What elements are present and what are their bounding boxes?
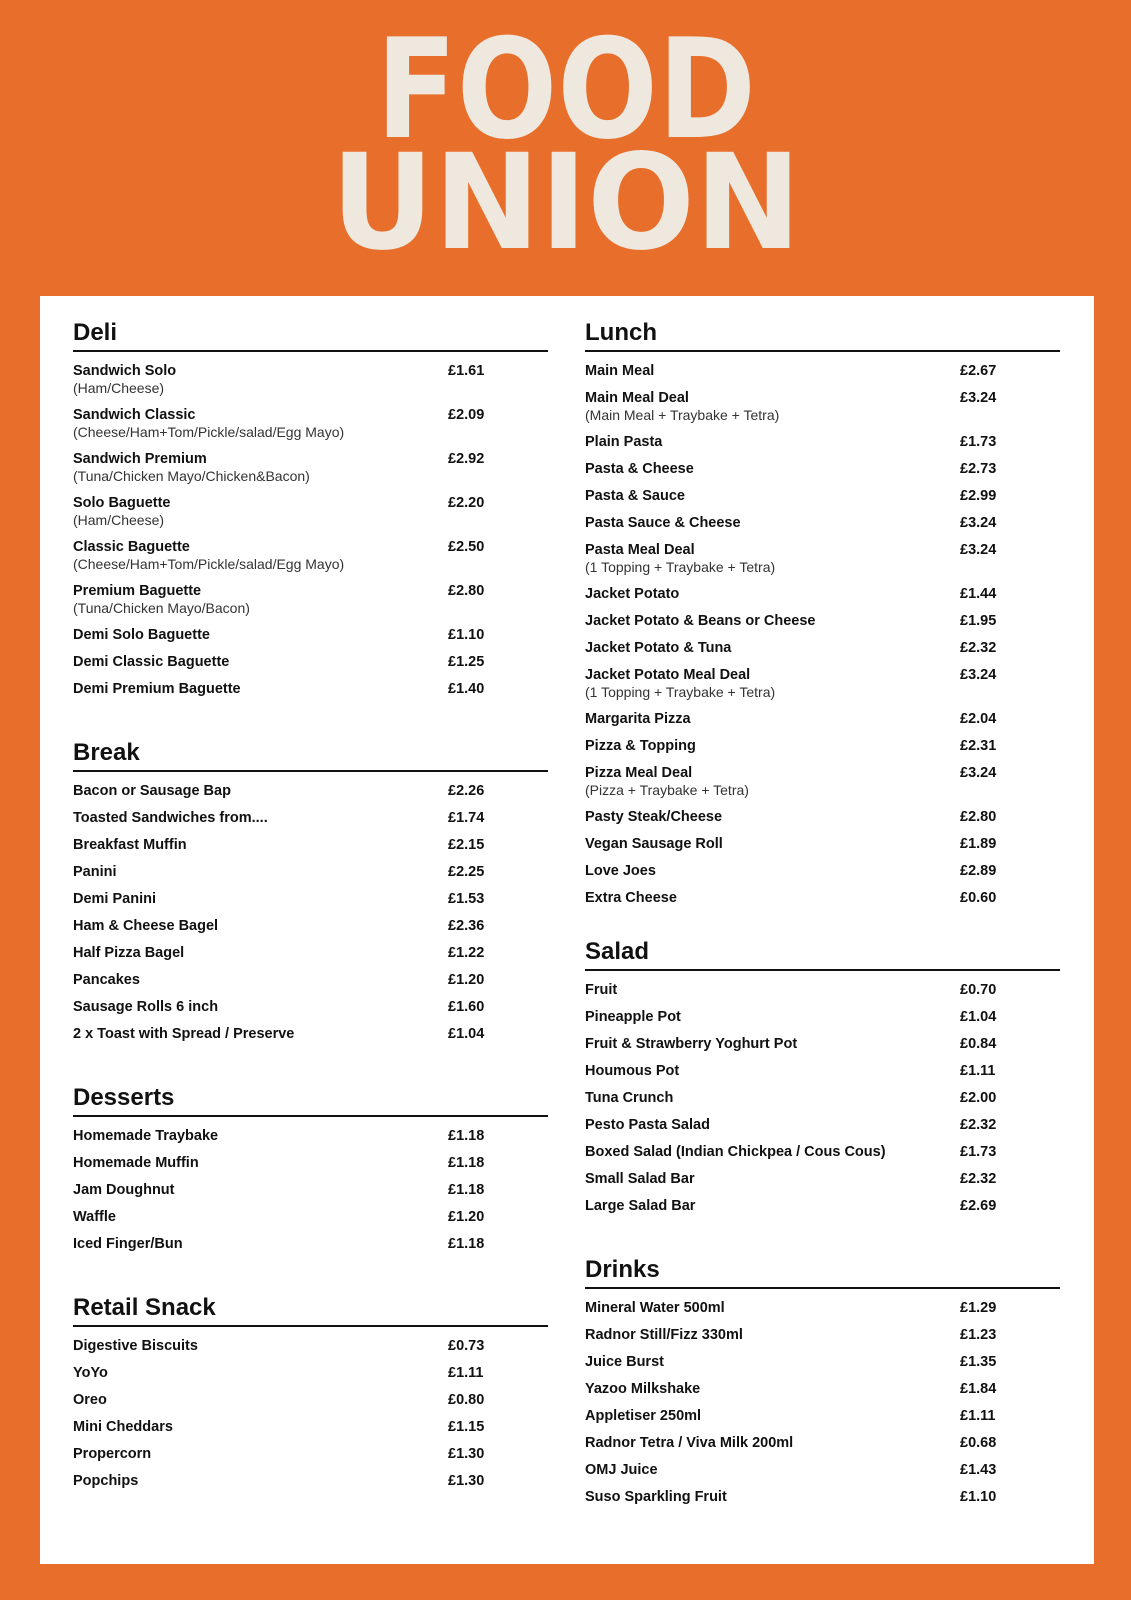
- menu-item: [585, 1299, 1060, 1317]
- menu-item-price: £2.32: [960, 1117, 997, 1133]
- menu-item-name: Solo Baguette: [73, 495, 171, 511]
- menu-item-name: Jacket Potato: [585, 586, 680, 602]
- menu-item-text: [73, 1208, 116, 1226]
- menu-item-text: [585, 612, 815, 630]
- menu-item-name: Demi Solo Baguette: [73, 627, 210, 643]
- menu-item-name: Ham & Cheese Bagel: [73, 918, 219, 934]
- menu-item-price: £2.15: [448, 837, 485, 853]
- section-title: Lunch: [585, 318, 1060, 352]
- menu-item-name: Suso Sparkling Fruit: [585, 1489, 727, 1505]
- menu-item-text: [585, 1116, 710, 1134]
- menu-item: [73, 362, 548, 397]
- menu-item-text: [73, 836, 187, 854]
- menu-item: [585, 666, 1060, 701]
- menu-item-price: £2.92: [448, 451, 485, 467]
- menu-item-name: Pasta Sauce & Cheese: [585, 515, 741, 531]
- menu-item-description: (1 Topping + Traybake + Tetra): [585, 684, 776, 700]
- menu-item-price: £2.80: [960, 809, 997, 825]
- menu-item: [585, 1488, 1060, 1506]
- menu-item-price: £1.11: [960, 1063, 996, 1079]
- menu-item-name: Vegan Sausage Roll: [585, 836, 723, 852]
- menu-item: [585, 981, 1060, 999]
- menu-item-price: £1.11: [448, 1365, 484, 1381]
- menu-item-text: [585, 835, 723, 853]
- menu-item-text: [73, 1181, 175, 1199]
- menu-item-price: £0.80: [448, 1392, 485, 1408]
- menu-item: [73, 1364, 548, 1382]
- section-title: Salad: [585, 937, 1060, 971]
- menu-item-description: (Ham/Cheese): [73, 512, 165, 528]
- menu-item-name: Premium Baguette: [73, 583, 202, 599]
- menu-item-text: [73, 917, 218, 935]
- menu-item-name: Popchips: [73, 1473, 139, 1489]
- menu-item-price: £1.44: [960, 586, 997, 602]
- menu-item-price: £1.95: [960, 613, 997, 629]
- menu-item-price: £1.10: [960, 1489, 997, 1505]
- menu-item-price: £3.24: [960, 765, 997, 781]
- menu-item: [585, 1326, 1060, 1344]
- menu-item-text: [585, 1035, 797, 1053]
- menu-item-text: [73, 890, 156, 908]
- menu-item: [585, 389, 1060, 424]
- menu-item-name: Classic Baguette: [73, 539, 190, 555]
- menu-item-name: Jacket Potato & Tuna: [585, 640, 732, 656]
- menu-item: [585, 362, 1060, 380]
- menu-item: [73, 998, 548, 1016]
- menu-item-price: £2.67: [960, 363, 997, 379]
- menu-item-description: (1 Topping + Traybake + Tetra): [585, 559, 776, 575]
- menu-item-price: £1.18: [448, 1155, 485, 1171]
- menu-item-price: £2.26: [448, 783, 485, 799]
- menu-item-text: [585, 666, 775, 701]
- menu-item-text: [585, 1008, 681, 1026]
- menu-item: [585, 764, 1060, 799]
- section-title: Deli: [73, 318, 548, 352]
- menu-item-name: OMJ Juice: [585, 1462, 658, 1478]
- menu-item-price: £2.50: [448, 539, 485, 555]
- menu-item: [585, 1353, 1060, 1371]
- menu-item-price: £3.24: [960, 390, 997, 406]
- menu-item-name: Sandwich Solo: [73, 363, 177, 379]
- menu-item-text: [73, 1472, 138, 1490]
- menu-item-name: Main Meal Deal: [585, 390, 689, 406]
- menu-item-name: Digestive Biscuits: [73, 1338, 198, 1354]
- menu-item-text: [585, 389, 779, 424]
- menu-item-text: [585, 1380, 700, 1398]
- menu-item-name: Jacket Potato Meal Deal: [585, 667, 751, 683]
- menu-item-name: Fruit & Strawberry Yoghurt Pot: [585, 1036, 798, 1052]
- menu-item-name: Extra Cheese: [585, 890, 677, 906]
- menu-item-name: Oreo: [73, 1392, 107, 1408]
- menu-item-name: Pizza & Topping: [585, 738, 696, 754]
- menu-item-name: Sandwich Classic: [73, 407, 196, 423]
- menu-section-deli: [73, 318, 548, 698]
- menu-item-text: [585, 862, 656, 880]
- section-title: Drinks: [585, 1255, 1060, 1289]
- menu-item-name: Pancakes: [73, 972, 140, 988]
- menu-item-name: Juice Burst: [585, 1354, 664, 1370]
- menu-item-text: [73, 362, 176, 397]
- menu-item-price: £1.22: [448, 945, 485, 961]
- menu-item: [73, 863, 548, 881]
- menu-item: [73, 680, 548, 698]
- menu-section-break: [73, 738, 548, 1043]
- menu-item-price: £2.89: [960, 863, 997, 879]
- menu-item-description: (Cheese/Ham+Tom/Pickle/salad/Egg Mayo): [73, 424, 345, 440]
- menu-item-price: £1.74: [448, 810, 485, 826]
- menu-item-price: £0.68: [960, 1435, 997, 1451]
- menu-item: [73, 1391, 548, 1409]
- menu-item-name: Mineral Water 500ml: [585, 1300, 725, 1316]
- menu-item: [585, 433, 1060, 451]
- menu-item-text: [73, 626, 210, 644]
- menu-section-drinks: [585, 1255, 1060, 1506]
- menu-item: [585, 1089, 1060, 1107]
- menu-item-name: Pizza Meal Deal: [585, 765, 693, 781]
- menu-item: [585, 1170, 1060, 1188]
- menu-item-price: £3.24: [960, 667, 997, 683]
- menu-item: [73, 450, 548, 485]
- menu-item-price: £0.84: [960, 1036, 997, 1052]
- menu-item: [585, 1062, 1060, 1080]
- section-title: Break: [73, 738, 548, 772]
- menu-item-text: [73, 1235, 183, 1253]
- menu-item-name: Large Salad Bar: [585, 1198, 696, 1214]
- menu-item-price: £3.24: [960, 542, 997, 558]
- menu-item: [585, 737, 1060, 755]
- menu-item-text: [73, 944, 184, 962]
- menu-item: [585, 835, 1060, 853]
- menu-item-price: £2.00: [960, 1090, 997, 1106]
- menu-item-name: Love Joes: [585, 863, 656, 879]
- menu-item-text: [73, 1364, 108, 1382]
- logo-line-food: FOOD: [376, 9, 756, 170]
- section-title: Desserts: [73, 1083, 548, 1117]
- menu-item-text: [585, 1434, 793, 1452]
- menu-item: [73, 626, 548, 644]
- menu-item: [585, 1197, 1060, 1215]
- menu-item: [585, 541, 1060, 576]
- menu-item-price: £2.31: [960, 738, 997, 754]
- menu-item-name: Demi Premium Baguette: [73, 681, 241, 697]
- menu-section-retail-snack: [73, 1293, 548, 1490]
- menu-item-text: [73, 494, 170, 529]
- menu-item: [585, 585, 1060, 603]
- menu-item-price: £1.25: [448, 654, 485, 670]
- menu-item: [73, 494, 548, 529]
- menu-item-name: Homemade Traybake: [73, 1128, 219, 1144]
- menu-item: [73, 1208, 548, 1226]
- menu-item-price: £2.73: [960, 461, 997, 477]
- menu-item-price: £1.73: [960, 1144, 997, 1160]
- menu-item: [73, 1154, 548, 1172]
- menu-item-text: [585, 1062, 679, 1080]
- menu-item-name: Radnor Still/Fizz 330ml: [585, 1327, 743, 1343]
- menu-item: [585, 460, 1060, 478]
- brand-logo: [0, 0, 1131, 296]
- menu-item-text: [73, 782, 231, 800]
- menu-item: [585, 487, 1060, 505]
- menu-item-text: [585, 514, 741, 532]
- menu-column-right: [585, 318, 1060, 1515]
- logo-line-union: UNION: [331, 126, 801, 280]
- menu-item-name: Margarita Pizza: [585, 711, 691, 727]
- menu-item-text: [585, 764, 749, 799]
- menu-item-name: Toasted Sandwiches from....: [73, 810, 268, 826]
- menu-item-name: Panini: [73, 864, 117, 880]
- menu-item-name: Radnor Tetra / Viva Milk 200ml: [585, 1435, 794, 1451]
- menu-item-price: £1.18: [448, 1236, 485, 1252]
- menu-item-price: £1.10: [448, 627, 485, 643]
- menu-item-price: £1.15: [448, 1419, 485, 1435]
- menu-item-text: [73, 971, 140, 989]
- menu-item-name: Fruit: [585, 982, 618, 998]
- menu-item-price: £0.70: [960, 982, 997, 998]
- menu-item-name: Boxed Salad (Indian Chickpea / Cous Cous): [585, 1144, 886, 1160]
- menu-item-price: £1.73: [960, 434, 997, 450]
- menu-item-text: [585, 460, 694, 478]
- menu-item-text: [585, 541, 775, 576]
- menu-item-price: £1.53: [448, 891, 485, 907]
- menu-item-text: [73, 450, 310, 485]
- menu-item-name: Pasty Steak/Cheese: [585, 809, 723, 825]
- menu-item-price: £2.25: [448, 864, 485, 880]
- menu-item-text: [585, 639, 731, 657]
- menu-item-price: £1.18: [448, 1182, 485, 1198]
- menu-item-price: £1.11: [960, 1408, 996, 1424]
- menu-item-text: [73, 1391, 107, 1409]
- menu-item-text: [585, 1407, 701, 1425]
- menu-item-description: (Ham/Cheese): [73, 380, 165, 396]
- menu-item-price: £1.20: [448, 1209, 485, 1225]
- menu-item-price: £0.73: [448, 1338, 485, 1354]
- menu-item-name: Breakfast Muffin: [73, 837, 187, 853]
- menu-item-description: (Cheese/Ham+Tom/Pickle/salad/Egg Mayo): [73, 556, 345, 572]
- menu-item-price: £2.32: [960, 1171, 997, 1187]
- menu-item-text: [585, 362, 654, 380]
- menu-item-price: £1.84: [960, 1381, 997, 1397]
- menu-item-price: £1.30: [448, 1473, 485, 1489]
- menu-item: [585, 514, 1060, 532]
- menu-item-name: Pasta Meal Deal: [585, 542, 695, 558]
- menu-item: [73, 1418, 548, 1436]
- menu-item-name: Small Salad Bar: [585, 1171, 695, 1187]
- menu-item-description: (Tuna/Chicken Mayo/Bacon): [73, 600, 250, 616]
- menu-item-text: [585, 433, 662, 451]
- menu-item: [585, 1143, 1060, 1161]
- menu-item: [73, 1235, 548, 1253]
- menu-item-text: [585, 710, 691, 728]
- menu-item-name: Sandwich Premium: [73, 451, 207, 467]
- menu-item-text: [585, 1170, 695, 1188]
- menu-item: [73, 1127, 548, 1145]
- menu-item-name: Mini Cheddars: [73, 1419, 173, 1435]
- menu-item-price: £1.04: [960, 1009, 997, 1025]
- menu-item-price: £2.04: [960, 711, 997, 727]
- menu-item-price: £1.30: [448, 1446, 485, 1462]
- menu-item-text: [585, 1353, 664, 1371]
- menu-item-text: [73, 406, 344, 441]
- menu-item-price: £1.60: [448, 999, 485, 1015]
- menu-item-text: [585, 889, 677, 907]
- menu-item-price: £1.35: [960, 1354, 997, 1370]
- menu-item: [585, 710, 1060, 728]
- menu-item-text: [585, 1299, 725, 1317]
- section-title: Retail Snack: [73, 1293, 548, 1327]
- menu-item: [73, 1181, 548, 1199]
- menu-item-text: [73, 680, 241, 698]
- menu-item-name: 2 x Toast with Spread / Preserve: [73, 1026, 295, 1042]
- menu-item-name: Main Meal: [585, 363, 655, 379]
- menu-item: [585, 862, 1060, 880]
- menu-item: [73, 944, 548, 962]
- menu-item: [73, 782, 548, 800]
- menu-item-text: [585, 981, 617, 999]
- menu-item-text: [73, 1445, 151, 1463]
- menu-item-price: £1.23: [960, 1327, 997, 1343]
- menu-item-text: [585, 1143, 886, 1161]
- menu-item-text: [73, 863, 117, 881]
- menu-item-price: £0.60: [960, 890, 997, 906]
- menu-item-price: £2.20: [448, 495, 485, 511]
- menu-item: [585, 1380, 1060, 1398]
- menu-item-name: Half Pizza Bagel: [73, 945, 185, 961]
- menu-item-price: £1.40: [448, 681, 485, 697]
- menu-item-text: [73, 1154, 199, 1172]
- menu-item: [73, 1472, 548, 1490]
- menu-item-text: [73, 998, 218, 1016]
- menu-item-text: [585, 585, 679, 603]
- menu-item-text: [585, 1089, 673, 1107]
- menu-item-name: Houmous Pot: [585, 1063, 680, 1079]
- menu-item-name: Tuna Crunch: [585, 1090, 674, 1106]
- menu-panel: [40, 296, 1094, 1564]
- menu-item-price: £1.29: [960, 1300, 997, 1316]
- menu-item: [73, 1445, 548, 1463]
- menu-section-lunch: [585, 318, 1060, 907]
- menu-item-name: Jacket Potato & Beans or Cheese: [585, 613, 816, 629]
- menu-item-name: Demi Classic Baguette: [73, 654, 230, 670]
- menu-item-price: £2.69: [960, 1198, 997, 1214]
- menu-item-text: [73, 1337, 198, 1355]
- menu-item-name: Homemade Muffin: [73, 1155, 199, 1171]
- menu-item-name: Yazoo Milkshake: [585, 1381, 701, 1397]
- menu-item-text: [585, 1488, 727, 1506]
- menu-item-description: (Main Meal + Traybake + Tetra): [585, 407, 780, 423]
- menu-item: [73, 582, 548, 617]
- menu-item-price: £2.99: [960, 488, 997, 504]
- menu-item-text: [73, 538, 344, 573]
- menu-item-name: Waffle: [73, 1209, 116, 1225]
- menu-item-name: Iced Finger/Bun: [73, 1236, 183, 1252]
- menu-item-name: Pasta & Sauce: [585, 488, 685, 504]
- menu-item-text: [73, 653, 229, 671]
- menu-item-text: [73, 1025, 294, 1043]
- menu-item-price: £2.32: [960, 640, 997, 656]
- menu-item: [585, 639, 1060, 657]
- menu-item-name: Jam Doughnut: [73, 1182, 175, 1198]
- menu-item: [73, 971, 548, 989]
- menu-item: [585, 1035, 1060, 1053]
- menu-item: [73, 538, 548, 573]
- menu-item-price: £2.36: [448, 918, 485, 934]
- menu-section-salad: [585, 937, 1060, 1215]
- menu-item-text: [73, 582, 250, 617]
- menu-item-price: £1.04: [448, 1026, 485, 1042]
- menu-item-price: £1.89: [960, 836, 997, 852]
- menu-item: [73, 917, 548, 935]
- menu-item-name: Demi Panini: [73, 891, 156, 907]
- menu-item: [585, 1461, 1060, 1479]
- menu-item-name: Bacon or Sausage Bap: [73, 783, 231, 799]
- menu-item-price: £2.80: [448, 583, 485, 599]
- menu-item-text: [73, 1418, 173, 1436]
- menu-section-desserts: [73, 1083, 548, 1253]
- menu-item: [73, 836, 548, 854]
- menu-item-text: [585, 808, 722, 826]
- menu-item-description: (Tuna/Chicken Mayo/Chicken&Bacon): [73, 468, 310, 484]
- menu-item-name: Pasta & Cheese: [585, 461, 694, 477]
- menu-item: [585, 808, 1060, 826]
- menu-item: [73, 890, 548, 908]
- menu-item: [585, 1116, 1060, 1134]
- menu-item: [585, 1434, 1060, 1452]
- menu-item-text: [585, 737, 696, 755]
- menu-item-price: £2.09: [448, 407, 485, 423]
- menu-item-text: [73, 809, 268, 827]
- menu-item-name: Pesto Pasta Salad: [585, 1117, 710, 1133]
- menu-item: [585, 1008, 1060, 1026]
- menu-item-price: £1.43: [960, 1462, 997, 1478]
- menu-item: [73, 1025, 548, 1043]
- menu-item: [73, 809, 548, 827]
- menu-item-price: £3.24: [960, 515, 997, 531]
- menu-item-name: Appletiser 250ml: [585, 1408, 702, 1424]
- menu-item: [585, 612, 1060, 630]
- menu-item-price: £1.20: [448, 972, 485, 988]
- menu-item: [585, 1407, 1060, 1425]
- menu-item-price: £1.18: [448, 1128, 485, 1144]
- menu-item-description: (Pizza + Traybake + Tetra): [585, 782, 749, 798]
- menu-item-name: Plain Pasta: [585, 434, 663, 450]
- menu-item: [73, 406, 548, 441]
- menu-item-name: Sausage Rolls 6 inch: [73, 999, 219, 1015]
- menu-item-text: [585, 1461, 658, 1479]
- menu-item: [585, 889, 1060, 907]
- menu-item-text: [585, 1197, 695, 1215]
- menu-item: [73, 1337, 548, 1355]
- menu-item-name: Pineapple Pot: [585, 1009, 681, 1025]
- menu-item-name: YoYo: [73, 1365, 108, 1381]
- menu-item-text: [73, 1127, 218, 1145]
- menu-item-text: [585, 487, 685, 505]
- menu-column-left: [73, 318, 548, 1499]
- menu-item: [73, 653, 548, 671]
- menu-item-name: Propercorn: [73, 1446, 152, 1462]
- menu-item-text: [585, 1326, 743, 1344]
- menu-item-price: £1.61: [448, 363, 485, 379]
